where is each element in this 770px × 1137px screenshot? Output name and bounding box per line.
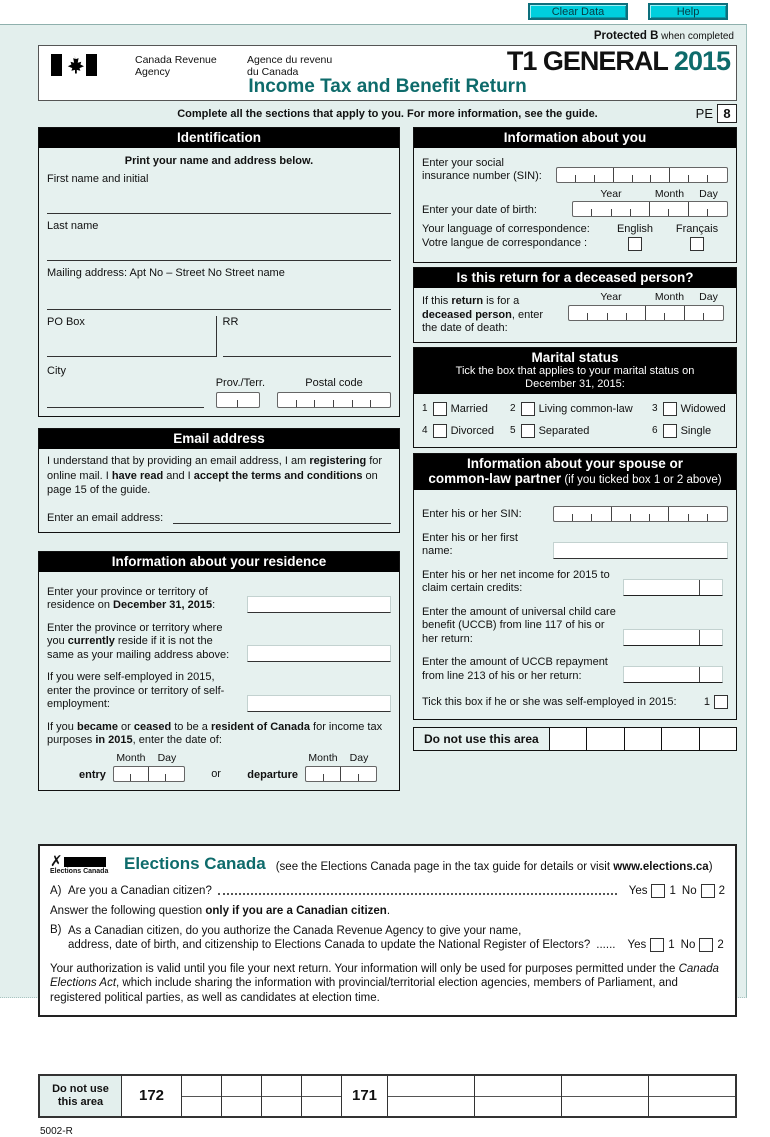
question-a-yes-checkbox[interactable] — [651, 884, 665, 898]
dotted-leader — [218, 887, 617, 895]
elections-title: Elections Canada — [124, 853, 266, 873]
elections-title-row — [50, 854, 725, 875]
marital-option-common-law — [510, 402, 652, 416]
code-172: 172 — [122, 1076, 182, 1116]
deceased-header: Is this return for a deceased person? — [414, 268, 736, 288]
comb-cell — [595, 168, 614, 182]
entry-date-field[interactable] — [113, 766, 185, 782]
comb-cell — [708, 507, 727, 521]
comb-cell — [149, 767, 167, 781]
francais-option — [666, 223, 728, 254]
spouse-header: Information about your spouse or common-law partner (if you ticked box 1 or 2 above) — [414, 454, 736, 490]
last-name-field[interactable] — [47, 246, 391, 261]
spouse-first-name-field[interactable] — [553, 542, 728, 559]
residence-province-field[interactable] — [247, 596, 391, 613]
form-subtitle: Income Tax and Benefit Return — [248, 76, 527, 97]
comb-cell — [651, 168, 670, 182]
departure-date-group — [247, 752, 377, 782]
do-not-use-bottom-label: Do not use this area — [40, 1076, 122, 1116]
entry-departure-row — [47, 748, 391, 784]
comb-cell — [592, 202, 611, 216]
elections-canada-section — [38, 844, 737, 1018]
rr-field[interactable] — [223, 342, 392, 357]
residence-q2-row — [47, 622, 391, 663]
spouse-first-name-row — [422, 532, 728, 559]
question-a-text: Are you a Canadian citizen? — [68, 884, 212, 897]
print-note: Print your name and address below. — [124, 155, 314, 167]
question-b-no — [681, 938, 724, 953]
city-row — [47, 365, 391, 408]
email-consent-text: I understand that by providing an email address, I am registering for online mail. I have read and I accept the terms and conditions on page 15 of the guide. — [47, 455, 383, 496]
elections-note: (see the Elections Canada page in the tax guide for details or visit www.elections.ca) — [275, 860, 713, 873]
dob-year-label: Year — [600, 188, 622, 200]
comb-cell — [341, 767, 359, 781]
comb-cell — [670, 168, 689, 182]
page-number-box: 8 — [717, 104, 737, 123]
dnu-cell — [182, 1076, 222, 1116]
comb-cell — [573, 507, 592, 521]
form-title: T1 GENERAL 2015 — [506, 46, 730, 76]
francais-label: Français — [675, 223, 719, 235]
elections-canada-logo — [50, 852, 114, 875]
language-labels: Your language of correspondence: Votre langue de correspondance : — [422, 223, 590, 249]
about-you-header: Information about you — [414, 128, 736, 148]
form-instruction: Complete all the sections that apply to you. For more information, see the guide. — [177, 108, 598, 120]
spouse-self-employed-checkbox[interactable] — [714, 695, 728, 709]
marital-option-separated — [510, 424, 652, 438]
spouse-uccb-repayment-label: Enter the amount of UCCB repayment from line 213 of his or her return: — [422, 656, 608, 682]
widowed-checkbox[interactable] — [663, 402, 677, 416]
comb-cell — [608, 306, 627, 320]
yes-label: Yes — [628, 884, 648, 897]
about-you-section — [413, 127, 737, 263]
logo-text: Elections Canada — [50, 867, 109, 875]
protected-label — [0, 25, 746, 45]
departure-date-field[interactable] — [305, 766, 377, 782]
spouse-uccb-label: Enter the amount of universal child care benefit (UCCB) from line 117 of his or her return: — [422, 605, 616, 645]
marital-option-married — [422, 402, 510, 416]
comb-cell — [217, 393, 238, 407]
current-residence-field[interactable] — [247, 645, 391, 662]
email-input-row — [47, 509, 391, 524]
spouse-section — [413, 453, 737, 721]
spouse-uccb-row — [422, 606, 728, 647]
comb-cell — [554, 507, 573, 521]
question-a-row — [50, 884, 725, 898]
residence-header: Information about your residence — [39, 552, 399, 572]
do-not-use-side-bar — [413, 727, 737, 751]
comb-cell — [708, 202, 727, 216]
question-b-line1: As a Canadian citizen, do you authorize the Canada Revenue Agency to give your name, — [68, 924, 522, 937]
do-not-use-bottom-table — [38, 1074, 737, 1118]
entry-date-group — [79, 752, 185, 782]
no-number: 2 — [717, 939, 724, 951]
question-a-yes — [629, 884, 676, 898]
comb-cell — [238, 393, 259, 407]
language-row — [422, 223, 728, 254]
marital-section — [413, 347, 737, 448]
postal-code-field[interactable] — [277, 392, 391, 408]
comb-cell — [114, 767, 132, 781]
residence-q2-label: Enter the province or territory where you currently reside if it is not the same as your mailing address above: — [47, 621, 230, 661]
entry-month-label: Month — [116, 751, 146, 764]
comb-cell — [334, 393, 353, 407]
comb-cell — [689, 507, 708, 521]
comb-cell — [614, 168, 633, 182]
spouse-sin-field[interactable] — [553, 506, 728, 522]
no-number: 2 — [718, 884, 725, 897]
spouse-self-employed-number: 1 — [703, 696, 710, 708]
dob-label: Enter your date of birth: — [422, 204, 537, 216]
deceased-row — [422, 291, 728, 336]
comb-cell — [131, 767, 149, 781]
option-label: Divorced — [450, 424, 494, 437]
comb-cell — [631, 507, 650, 521]
sin-field[interactable] — [556, 167, 728, 183]
spouse-net-income-field[interactable] — [623, 579, 723, 596]
english-label: English — [616, 223, 654, 235]
death-year-label: Year — [600, 291, 622, 303]
comb-cell — [612, 202, 631, 216]
comb-cell — [708, 168, 727, 182]
comb-cell — [689, 168, 708, 182]
comb-cell — [371, 393, 390, 407]
marital-options — [414, 394, 736, 447]
mailing-address-label: Mailing address: Apt No – Street No Street name — [47, 267, 285, 279]
spouse-uccb-field[interactable] — [623, 629, 723, 646]
death-date-field[interactable] — [568, 305, 724, 321]
postal-code-label: Postal code — [305, 377, 363, 389]
dnu-cell — [475, 1076, 562, 1116]
marital-option-widowed — [652, 402, 728, 416]
pobox-rr-row — [47, 316, 391, 357]
spouse-sin-row — [422, 506, 728, 522]
dob-field[interactable] — [572, 201, 728, 217]
do-not-use-side-label: Do not use this area — [414, 728, 550, 750]
comb-cell — [569, 306, 588, 320]
province-page-group — [696, 104, 737, 123]
province-code: PE — [695, 106, 713, 121]
po-box-field[interactable] — [47, 342, 216, 357]
comb-cell — [573, 202, 592, 216]
identification-section — [38, 127, 400, 417]
yes-number: 1 — [669, 884, 676, 897]
spouse-self-employed-label: Tick this box if he or she was self-employed in 2015: — [422, 696, 677, 708]
dnu-cell — [550, 728, 587, 750]
first-name-label: First name and initial — [47, 173, 149, 185]
dnu-cell — [302, 1076, 342, 1116]
residence-q1-label: Enter your province or territory of residence on December 31, 2015: — [47, 585, 216, 611]
comb-cell — [353, 393, 372, 407]
identification-header: Identification — [39, 128, 399, 148]
yes-label: Yes — [627, 939, 647, 951]
comb-cell — [557, 168, 576, 182]
email-input-field[interactable] — [173, 509, 391, 524]
comb-cell — [704, 306, 723, 320]
comb-cell — [359, 767, 377, 781]
question-a-prefix: A) — [50, 884, 62, 897]
marital-option-single — [652, 424, 728, 438]
marital-header: Marital status Tick the box that applies to your marital status on December 31, 2015: — [414, 348, 736, 394]
question-a-no — [682, 884, 725, 898]
comb-cell — [306, 767, 324, 781]
departure-month-label: Month — [308, 751, 338, 764]
departure-day-label: Day — [349, 751, 369, 764]
death-date-group — [568, 291, 728, 336]
residence-q3-row — [47, 671, 391, 712]
residence-q4-label: If you became or ceased to be a resident of Canada for income tax purposes in 2015, enter the date of: — [47, 720, 383, 746]
comb-cell — [650, 202, 669, 216]
dob-month-label: Month — [654, 188, 685, 200]
clear-data-button[interactable]: Clear Data — [528, 3, 628, 20]
prov-terr-field[interactable] — [216, 392, 260, 408]
question-b-dots: ...... — [596, 939, 616, 951]
english-option — [604, 223, 666, 254]
dnu-cell — [700, 728, 736, 750]
citizen-note: Answer the following question only if you are a Canadian citizen. — [50, 904, 391, 917]
question-b-line2: address, date of birth, and citizenship to Elections Canada to update the National Register of Electors? ...... Yes 1 No 2 — [68, 939, 724, 951]
residence-q1-row — [47, 586, 391, 613]
mailing-address-field[interactable] — [47, 295, 391, 310]
comb-cell — [297, 393, 316, 407]
email-header: Email address — [39, 429, 399, 449]
dnu-cell — [625, 728, 662, 750]
form-code: 5002-R — [40, 1126, 73, 1137]
dnu-cell — [222, 1076, 262, 1116]
self-employment-province-field[interactable] — [247, 695, 391, 712]
comb-cell — [646, 306, 665, 320]
common-law-checkbox[interactable] — [521, 402, 535, 416]
entry-day-label: Day — [157, 751, 177, 764]
first-name-field[interactable] — [47, 199, 391, 214]
comb-cell — [631, 202, 650, 216]
email-section — [38, 428, 400, 533]
protected-rest-text: when completed — [658, 31, 734, 42]
or-label: or — [211, 767, 221, 780]
spouse-net-income-label: Enter his or her net income for 2015 to claim certain credits: — [422, 568, 610, 594]
comb-cell — [315, 393, 334, 407]
question-b-row — [50, 924, 725, 953]
spouse-net-income-row — [422, 569, 728, 596]
deceased-section — [413, 267, 737, 343]
married-checkbox[interactable] — [433, 402, 447, 416]
single-checkbox[interactable] — [663, 424, 677, 438]
divorced-checkbox[interactable] — [433, 424, 447, 438]
comb-cell — [669, 202, 688, 216]
option-label: Single — [680, 424, 712, 437]
spouse-first-name-label: Enter his or her first name: — [422, 531, 518, 557]
form-page — [0, 24, 747, 1137]
option-label: Married — [450, 402, 488, 415]
agency-name-fr: Agence du revenu du Canada — [247, 54, 333, 78]
city-label: City — [47, 365, 66, 377]
agency-name-en: Canada Revenue Agency — [135, 54, 217, 78]
authorization-text: Your authorization is valid until you file your next return. Your information will only be used for purposes permitted under the Canada Elections Act, which include sharing the information with provincial/territorial election agencies, members of Parliament, and registered political parties, as well as candidates at election time. — [50, 962, 719, 1004]
code-171: 171 — [342, 1076, 388, 1116]
option-label: Separated — [538, 424, 590, 437]
comb-cell — [588, 306, 607, 320]
question-a-no-checkbox[interactable] — [701, 884, 715, 898]
option-label: Widowed — [680, 402, 726, 415]
form-header-box — [38, 45, 737, 101]
comb-cell — [665, 306, 684, 320]
departure-label: departure — [247, 768, 298, 781]
dob-day-label: Day — [699, 188, 718, 200]
spouse-self-employed-row — [422, 695, 728, 709]
sin-label: Enter your social insurance number (SIN): — [422, 157, 542, 182]
viewer-toolbar — [0, 0, 770, 24]
city-field[interactable] — [47, 393, 204, 408]
option-number: 2 — [510, 403, 516, 414]
dnu-cell — [662, 728, 699, 750]
option-number: 4 — [422, 425, 428, 436]
comb-cell — [324, 767, 342, 781]
instruction-row — [38, 101, 737, 127]
spouse-uccb-repayment-row — [422, 656, 728, 683]
ballot-x-icon: ✗ — [50, 852, 63, 870]
comb-cell — [669, 507, 688, 521]
deceased-label: If this return is for a deceased person, enter the date of death: — [422, 295, 544, 334]
comb-cell — [278, 393, 297, 407]
question-b-prefix: B) — [50, 923, 62, 936]
yes-number: 1 — [668, 939, 675, 951]
comb-cell — [592, 507, 611, 521]
comb-cell — [612, 507, 631, 521]
dnu-cell — [262, 1076, 302, 1116]
comb-cell — [627, 306, 646, 320]
option-number: 6 — [652, 425, 658, 436]
sin-row — [422, 157, 728, 183]
comb-cell — [650, 507, 669, 521]
option-label: Living common-law — [538, 402, 633, 415]
dob-ymd-labels — [572, 188, 728, 200]
comb-cell — [166, 767, 184, 781]
question-b-yes — [627, 938, 674, 953]
no-label: No — [680, 939, 696, 951]
option-number: 3 — [652, 403, 658, 414]
death-day-label: Day — [699, 291, 718, 303]
death-ymd-labels — [572, 291, 728, 303]
email-enter-label: Enter an email address: — [47, 511, 164, 524]
english-checkbox[interactable] — [628, 237, 642, 251]
spouse-uccb-repayment-field[interactable] — [623, 666, 723, 683]
comb-cell — [689, 202, 708, 216]
comb-cell — [633, 168, 652, 182]
option-number: 5 — [510, 425, 516, 436]
prov-terr-label: Prov./Terr. — [215, 377, 265, 389]
comb-cell — [576, 168, 595, 182]
death-month-label: Month — [654, 291, 685, 303]
dob-row — [422, 201, 728, 217]
dnu-cell — [587, 728, 624, 750]
protected-b-text: Protected B — [593, 30, 659, 42]
po-box-label: PO Box — [47, 316, 85, 328]
dnu-cell — [562, 1076, 649, 1116]
option-number: 1 — [422, 403, 428, 414]
comb-cell — [685, 306, 704, 320]
form-year: 2015 — [673, 46, 730, 76]
separated-checkbox[interactable] — [521, 424, 535, 438]
francais-checkbox[interactable] — [690, 237, 704, 251]
dnu-cell — [388, 1076, 475, 1116]
residence-q3-label: If you were self-employed in 2015, enter the province or territory of self-employment: — [47, 671, 225, 710]
last-name-label: Last name — [47, 220, 99, 232]
help-button[interactable]: Help — [648, 3, 728, 20]
question-b-yes-checkbox[interactable] — [650, 938, 664, 952]
question-b-no-checkbox[interactable] — [699, 938, 713, 952]
dnu-cell — [649, 1076, 735, 1116]
spouse-sin-label: Enter his or her SIN: — [422, 508, 522, 520]
residence-section — [38, 551, 400, 791]
logo-bar — [64, 857, 106, 867]
rr-label: RR — [222, 316, 239, 328]
entry-label: entry — [79, 768, 106, 781]
marital-option-divorced — [422, 424, 510, 438]
no-label: No — [681, 884, 697, 897]
